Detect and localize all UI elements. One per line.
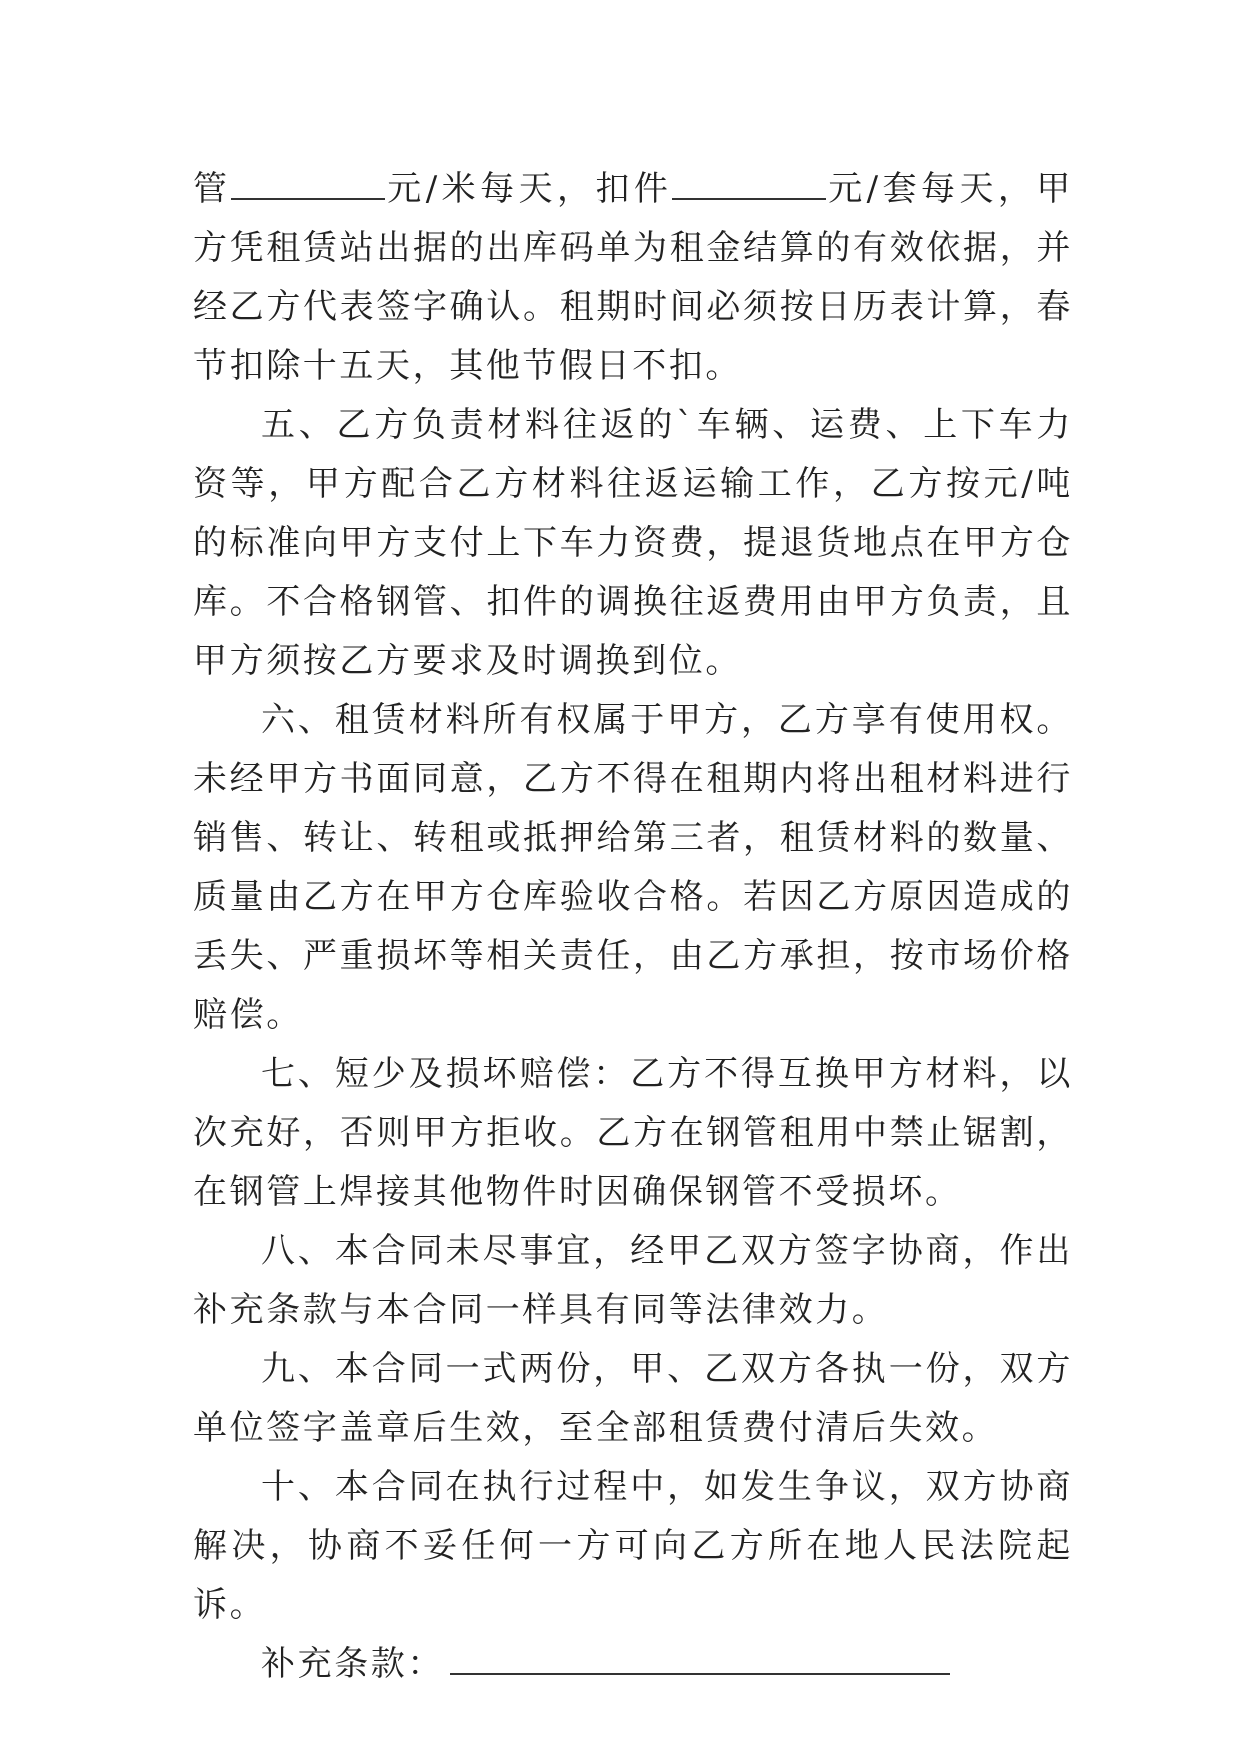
- fill-in-blank-pipe-price: [231, 168, 385, 200]
- clause-5: 五、乙方负责材料往返的`车辆、运费、上下车力资等，甲方配合乙方材料往返运输工作，乙方按元/吨的标准向甲方支付上下车力资费，提退货地点在甲方仓库。不合格钢管、扣件的调换往返费用由甲方负责，且甲方须按乙方要求及时调换到位。: [193, 405, 1073, 681]
- supplementary-clause: [193, 1635, 1073, 1694]
- clause-7: 七、短少及损坏赔偿：乙方不得互换甲方材料，以次充好，否则甲方拒收。乙方在钢管租用中禁止锯割，在钢管上焊接其他物件时因确保钢管不受损坏。: [193, 1054, 1073, 1212]
- paragraph-rent-terms: [193, 160, 1073, 396]
- paragraph-text: 管: [193, 169, 232, 209]
- paragraph-text: 元/米每天，扣件: [385, 169, 673, 209]
- clause-6: 六、租赁材料所有权属于甲方，乙方享有使用权。未经甲方书面同意，乙方不得在租期内将出租材料进行销售、转让、转租或抵押给第三者，租赁材料的数量、质量由乙方在甲方仓库验收合格。若因乙方原因造成的丢失、严重损坏等相关责任，由乙方承担，按市场价格赔偿。: [193, 700, 1073, 1035]
- contract-body: [193, 160, 1073, 1694]
- clause-8: 八、本合同未尽事宜，经甲乙双方签字协商，作出补充条款与本合同一样具有同等法律效力。: [193, 1231, 1073, 1330]
- fill-in-blank-supplementary: [450, 1643, 950, 1675]
- clause-10: 十、本合同在执行过程中，如发生争议，双方协商解决，协商不妥任何一方可向乙方所在地人民法院起诉。: [193, 1467, 1073, 1625]
- paragraph-text: 元/套每天，甲方凭租赁站出据的出库码单为租金结算的有效依据，并经乙方代表签字确认。租期时间必须按日历表计算，春节扣除十五天，其他节假日不扣。: [193, 169, 1073, 386]
- fill-in-blank-clamp-price: [672, 168, 826, 200]
- supplementary-clause-label: 补充条款：: [261, 1644, 444, 1684]
- clause-9: 九、本合同一式两份，甲、乙双方各执一份，双方单位签字盖章后生效，至全部租赁费付清后失效。: [193, 1349, 1073, 1448]
